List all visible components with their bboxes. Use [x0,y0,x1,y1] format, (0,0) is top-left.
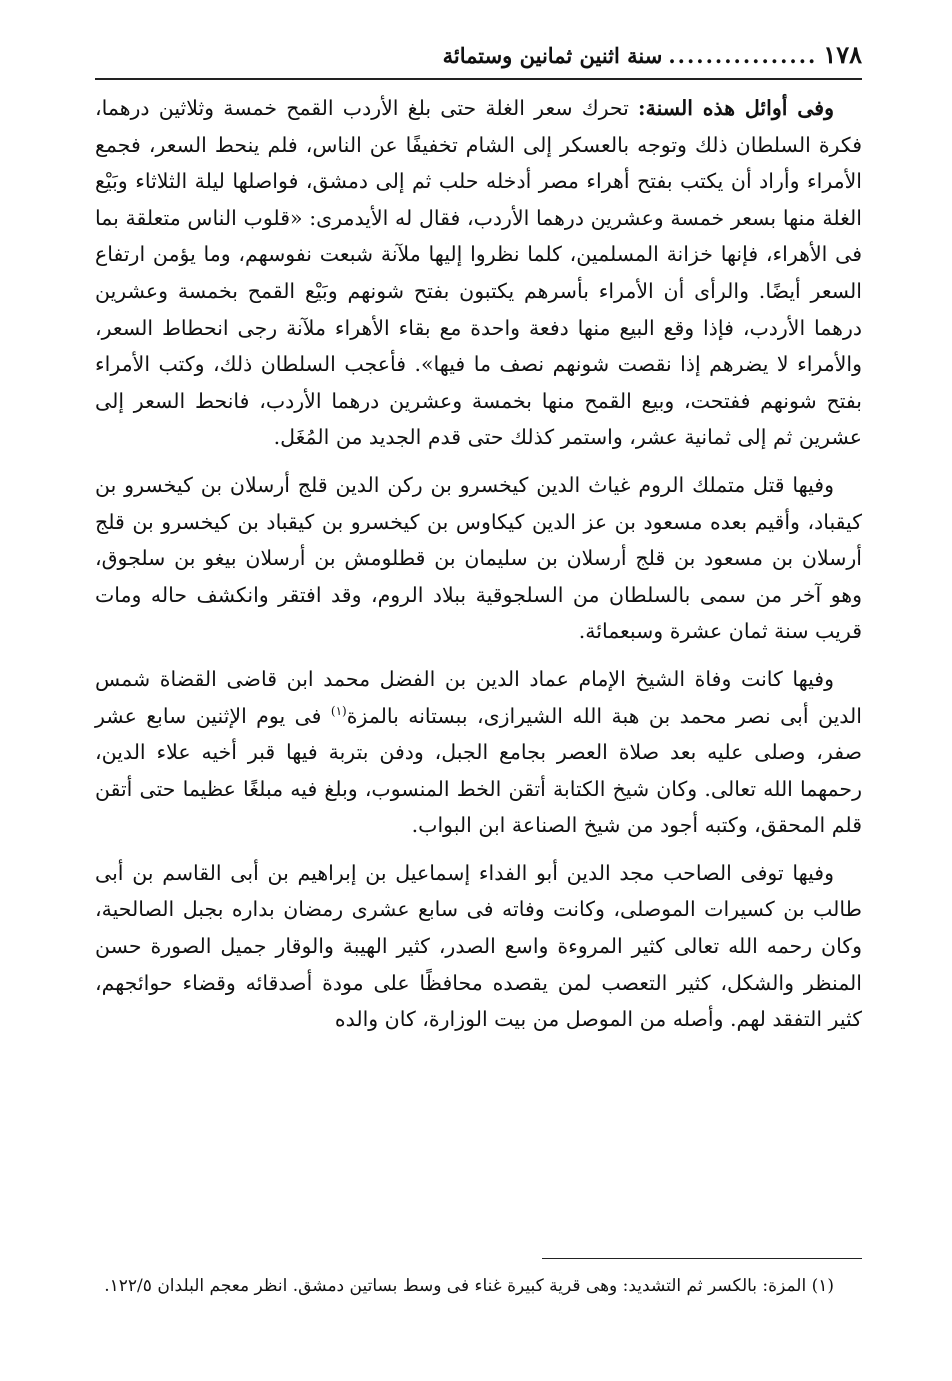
running-title: سنة اثنين ثمانين وستمائة [442,43,663,68]
leader-dots: ................ [668,43,818,68]
paragraph-lead: وفى أوائل هذه السنة: [638,96,834,120]
paragraph-1 [95,90,862,456]
paragraph-text-continued: فى يوم الإثنين سابع عشر صفر، وصلى عليه بعد صلاة العصر بجامع الجبل، ودفن بتربة فيها قبر أخيه علاء الدين، رحمهما الله تعالى. وكان شيخ الكتابة أتقن الخط المنسوب، وبلغ فيه مبلغًا عظيما حتى أتقن قلم المحقق، وكتبه أجود من شيخ الصناعة ابن البواب. [95,703,862,838]
paragraph-text: تحرك سعر الغلة حتى بلغ الأردب القمح خمسة وثلاثين درهما، فكرة السلطان ذلك وتوجه بالعسكر إلى الشام تخفيفًا عن الناس، فلم ينحط السعر، فجمع الأمراء وأراد أن يكتب بفتح أهراء مصر أدخله حلب ثم إلى دمشق، فواصلها ليلة الثلاثاء وبَيْع الغلة منها بسعر خمسة وعشرين درهما الأردب، فقال له الأيدمرى: «قلوب الناس متعلقة بما فى الأهراء، فإنها خزانة المسلمين، كلما نظروا إليها ملآنة شبعت نفوسهم، وما يؤمن ارتفاع السعر أيضًا. والرأى أن الأمراء بأسرهم يكتبون بفتح شونهم وبَيْع القمح بخمسة وعشرين درهما الأردب، فإذا وقع البيع منها دفعة واحدة مع بقاء الأهراء ملآنة رجى انحطاط السعر، والأمراء لا يضرهم إذا نقصت شونهم نصف ما فيها». فأعجب السلطان ذلك، وكتب الأمراء بفتح شونهم ففتحت، وبيع القمح منها بخمسة وعشرين درهما الأردب، فانحط السعر إلى عشرين ثم إلى ثمانية عشر، واستمر كذلك حتى قدم الجديد من المُغَل. [95,96,862,450]
page-number: ١٧٨ [823,40,862,69]
running-header [95,40,862,80]
footnote-divider [542,1258,862,1259]
paragraph-4 [95,855,862,1038]
paragraph-2 [95,467,862,650]
footnote: (١) المزة: بالكسر ثم التشديد: وهى قرية كبيرة غناء فى وسط بساتين دمشق. انظر معجم البلدان ١٢٢/٥. [104,1276,834,1296]
paragraph-text: وفيها قتل متملك الروم غياث الدين كيخسرو بن ركن الدين قلج أرسلان بن كيخسرو بن كيقباد، وأقيم بعده مسعود بن عز الدين كيكاوس بن كيخسرو بن كيقباد بن كيخسرو بن قلج أرسلان بن مسعود بن قلج أرسلان بن سليمان بن قطلومش بن أرسلان بيغو بن سلجوق، وهو آخر من سمى بالسلطان من السلجوقية ببلاد الروم، وقد افتقر وانكشف حاله ومات قريب سنة ثمان عشرة وسبعمائة. [95,472,862,644]
footnote-reference[interactable]: (١) [330,703,347,718]
main-text [95,90,862,1038]
paragraph-text: وفيها توفى الصاحب مجد الدين أبو الفداء إسماعيل بن إبراهيم بن أبى القاسم بن أبى طالب بن كسيرات الموصلى، وكانت وفاته فى سابع عشرى رمضان بداره بجبل الصالحية، وكان رحمه الله تعالى كثير المروءة واسع الصدر، كثير الهيبة والوقار جميل الصورة حسن المنظر والشكل، كثير التعصب لمن يقصده محافظًا على مودة أصدقائه وقضاء حوائجهم، كثير التفقد لهم. وأصله من الموصل من بيت الوزارة، كان والده [95,860,862,1032]
paragraph-text: وفيها كانت وفاة الشيخ الإمام عماد الدين بن الفضل محمد ابن قاضى القضاة شمس الدين أبى نصر محمد بن هبة الله الشيرازى، ببستانه بالمزة [95,666,862,728]
paragraph-3 [95,661,862,844]
